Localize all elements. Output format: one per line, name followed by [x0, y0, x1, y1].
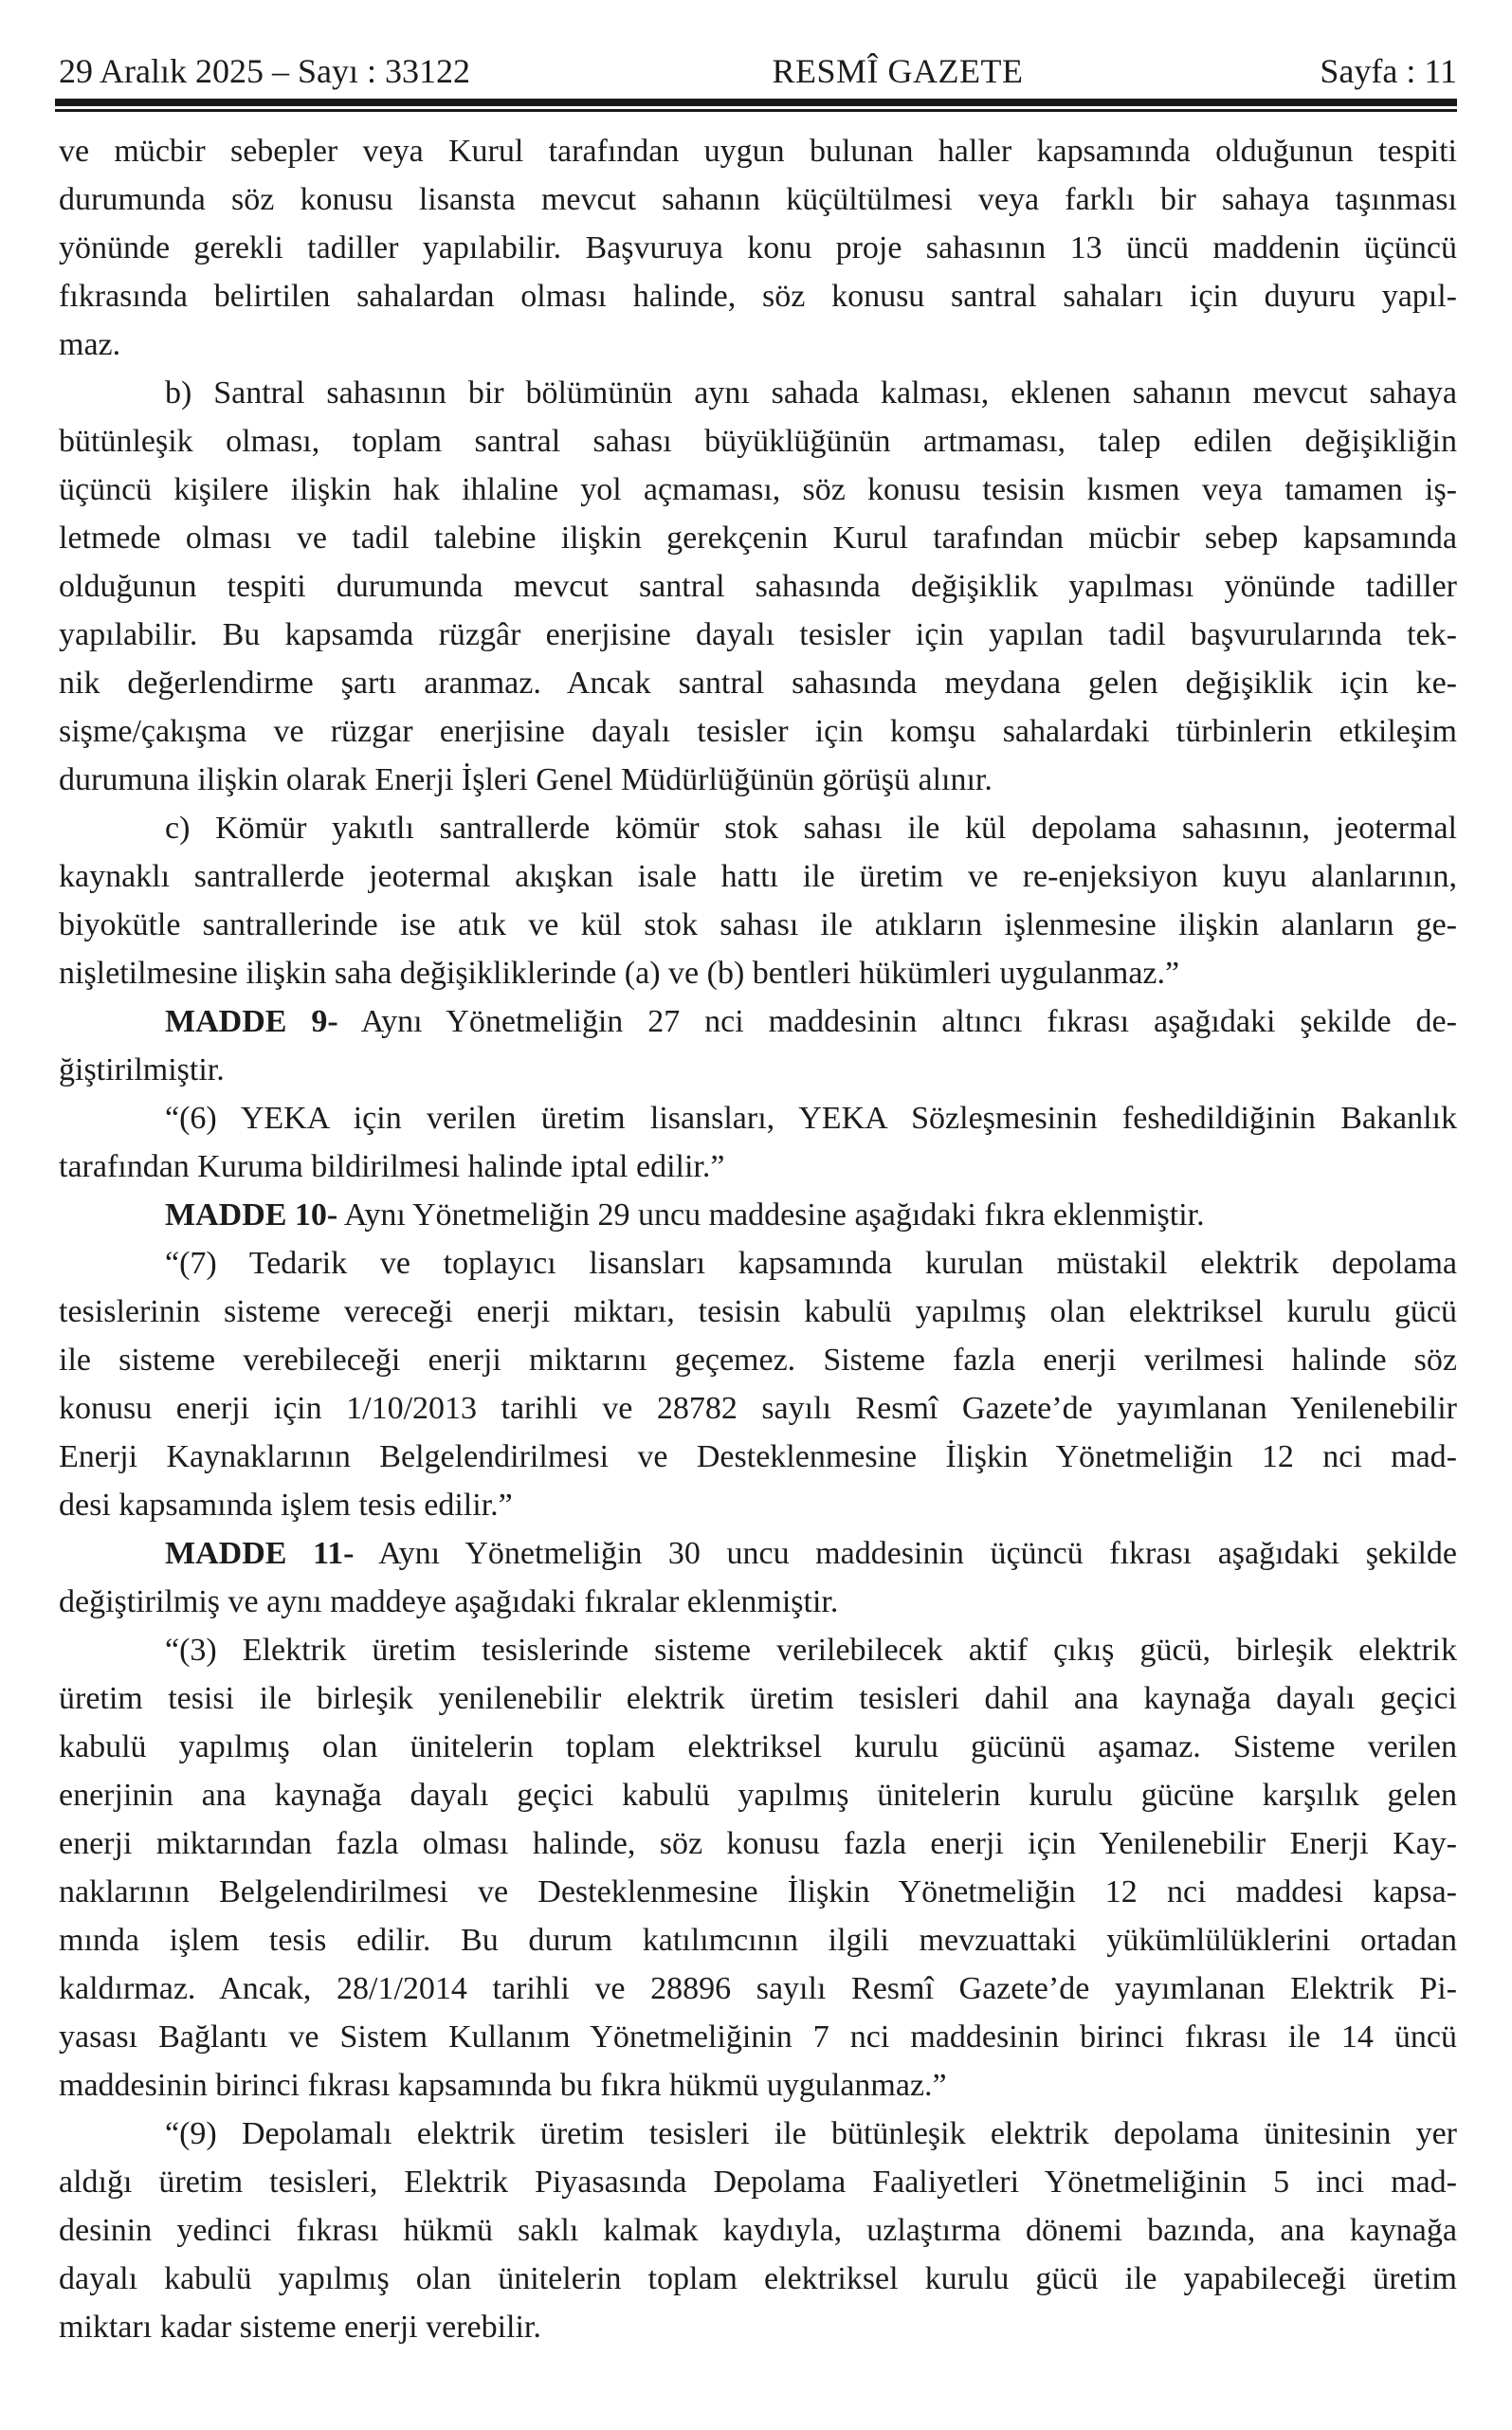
text-line: ve mücbir sebepler veya Kurul tarafından uygun bulunan haller kapsamında olduğunun tespiti	[59, 134, 1457, 169]
text-line: enerji miktarından fazla olması halinde, söz konusu fazla enerji için Yenilenebilir Enerji Kay-	[59, 1826, 1457, 1861]
text-line: maz.	[59, 327, 121, 362]
text-line: bütünleşik olması, toplam santral sahası büyüklüğünün artmaması, talep edilen değişikliğin	[59, 424, 1457, 459]
text-line: letmede olması ve tadil talebine ilişkin gerekçenin Kurul tarafından mücbir sebep kapsamında	[59, 521, 1457, 556]
text-line: durumunda söz konusu lisansta mevcut sahanın küçültülmesi veya farklı bir sahaya taşınması	[59, 182, 1457, 217]
text-line: aldığı üretim tesisleri, Elektrik Piyasasında Depolama Faaliyetleri Yönetmeliğinin 5 inci mad-	[59, 2165, 1457, 2200]
text-line: miktarı kadar sisteme enerji verebilir.	[59, 2310, 541, 2345]
text-line: “(3) Elektrik üretim tesislerinde sisteme verilebilecek aktif çıkış gücü, birleşik elektrik	[165, 1633, 1457, 1668]
text-line: “(9) Depolamalı elektrik üretim tesisleri ile bütünleşik elektrik depolama ünitesinin yer	[165, 2116, 1457, 2151]
text-line: ğiştirilmiştir.	[59, 1052, 225, 1087]
header-date-issue: 29 Aralık 2025 – Sayı : 33122	[59, 52, 470, 90]
text-line: kabulü yapılmış olan ünitelerin toplam elektriksel kurulu gücünü aşamaz. Sisteme verilen	[59, 1729, 1457, 1764]
document-body	[59, 127, 1457, 2351]
text-line: enerjinin ana kaynağa dayalı geçici kabulü yapılmış ünitelerin kurulu gücüne karşılık gelen	[59, 1778, 1457, 1813]
text-line: yasası Bağlantı ve Sistem Kullanım Yönetmeliğinin 7 nci maddesinin birinci fıkrası ile 14 üncü	[59, 2019, 1457, 2055]
text-line: üretim tesisi ile birleşik yenilenebilir elektrik üretim tesisleri dahil ana kaynağa dayalı geçici	[59, 1681, 1457, 1716]
text-line: tesislerinin sisteme vereceği enerji miktarı, tesisin kabulü yapılmış olan elektriksel kurulu gücü	[59, 1294, 1457, 1329]
text-line: tarafından Kuruma bildirilmesi halinde iptal edilir.”	[59, 1149, 725, 1184]
text-line: c) Kömür yakıtlı santrallerde kömür stok sahası ile kül depolama sahasının, jeotermal	[165, 811, 1457, 846]
text-line: “(6) YEKA için verilen üretim lisansları, YEKA Sözleşmesinin feshedildiğinin Bakanlık	[165, 1101, 1457, 1136]
text-line: MADDE 9- Aynı Yönetmeliğin 27 nci maddesinin altıncı fıkrası aşağıdaki şekilde de-	[165, 1004, 1457, 1039]
header-title: RESMÎ GAZETE	[772, 52, 1024, 90]
header-divider	[55, 99, 1457, 112]
text-line: durumuna ilişkin olarak Enerji İşleri Genel Müdürlüğünün görüşü alınır.	[59, 762, 993, 797]
divider-thin-line	[55, 109, 1457, 112]
text-line: Enerji Kaynaklarının Belgelendirilmesi ve Desteklenmesine İlişkin Yönetmeliğin 12 nci mad-	[59, 1439, 1457, 1474]
madde-label: MADDE 11-	[165, 1536, 355, 1571]
text-line: konusu enerji için 1/10/2013 tarihli ve 28782 sayılı Resmî Gazete’de yayımlanan Yenilenebilir	[59, 1391, 1457, 1426]
text-line: fıkrasında belirtilen sahalardan olması halinde, söz konusu santral sahaları için duyuru yapıl-	[59, 279, 1457, 314]
divider-thick-line	[55, 99, 1457, 106]
text-line: naklarının Belgelendirilmesi ve Desteklenmesine İlişkin Yönetmeliğin 12 nci maddesi kapsa-	[59, 1874, 1457, 1909]
text-line: “(7) Tedarik ve toplayıcı lisansları kapsamında kurulan müstakil elektrik depolama	[165, 1246, 1457, 1281]
text-line: üçüncü kişilere ilişkin hak ihlaline yol açmaması, söz konusu tesisin kısmen veya tamamen iş-	[59, 472, 1457, 507]
header	[59, 47, 1457, 91]
text-line: MADDE 11- Aynı Yönetmeliğin 30 uncu maddesinin üçüncü fıkrası aşağıdaki şekilde	[165, 1536, 1457, 1571]
text-line: nişletilmesine ilişkin saha değişikliklerinde (a) ve (b) bentleri hükümleri uygulanmaz.”	[59, 956, 1180, 991]
text-line: desi kapsamında işlem tesis edilir.”	[59, 1488, 513, 1523]
text-line: MADDE 10- Aynı Yönetmeliğin 29 uncu maddesine aşağıdaki fıkra eklenmiştir.	[165, 1197, 1205, 1233]
madde-label: MADDE 9-	[165, 1004, 338, 1039]
text-line: biyokütle santrallerinde ise atık ve kül stok sahası ile atıkların işlenmesine ilişkin alanların ge-	[59, 907, 1457, 942]
text-line: olduğunun tespiti durumunda mevcut santral sahasında değişiklik yapılması yönünde tadiller	[59, 569, 1457, 604]
text-line: mında işlem tesis edilir. Bu durum katılımcının ilgili mevzuattaki yükümlülüklerini ortadan	[59, 1923, 1457, 1958]
text-line: değiştirilmiş ve aynı maddeye aşağıdaki fıkralar eklenmiştir.	[59, 1584, 839, 1619]
text-line: kaldırmaz. Ancak, 28/1/2014 tarihli ve 28896 sayılı Resmî Gazete’de yayımlanan Elektrik Pi-	[59, 1971, 1457, 2006]
text-line: kaynaklı santrallerde jeotermal akışkan isale hattı ile üretim ve re-enjeksiyon kuyu alanlarının,	[59, 859, 1457, 894]
text-line: sişme/çakışma ve rüzgar enerjisine dayalı tesisler için komşu sahalardaki türbinlerin etkileşim	[59, 714, 1457, 749]
text-line: dayalı kabulü yapılmış olan ünitelerin toplam elektriksel kurulu gücü ile yapabileceği üretim	[59, 2261, 1457, 2296]
madde-label: MADDE 10-	[165, 1197, 338, 1233]
header-page-number: Sayfa : 11	[1320, 52, 1457, 90]
text-line: nik değerlendirme şartı aranmaz. Ancak santral sahasında meydana gelen değişiklik için ke-	[59, 666, 1457, 701]
text-line: ile sisteme verebileceği enerji miktarını geçemez. Sisteme fazla enerji verilmesi halinde söz	[59, 1343, 1457, 1378]
text-line: b) Santral sahasının bir bölümünün aynı sahada kalması, eklenen sahanın mevcut sahaya	[165, 375, 1457, 411]
text-line: maddesinin birinci fıkrası kapsamında bu fıkra hükmü uygulanmaz.”	[59, 2068, 947, 2103]
text-line: yönünde gerekli tadiller yapılabilir. Başvuruya konu proje sahasının 13 üncü maddenin üçüncü	[59, 230, 1457, 265]
text-line: desinin yedinci fıkrası hükmü saklı kalmak kaydıyla, uzlaştırma dönemi bazında, ana kaynağa	[59, 2213, 1457, 2248]
text-line: yapılabilir. Bu kapsamda rüzgâr enerjisine dayalı tesisler için yapılan tadil başvurularında tek-	[59, 617, 1457, 652]
